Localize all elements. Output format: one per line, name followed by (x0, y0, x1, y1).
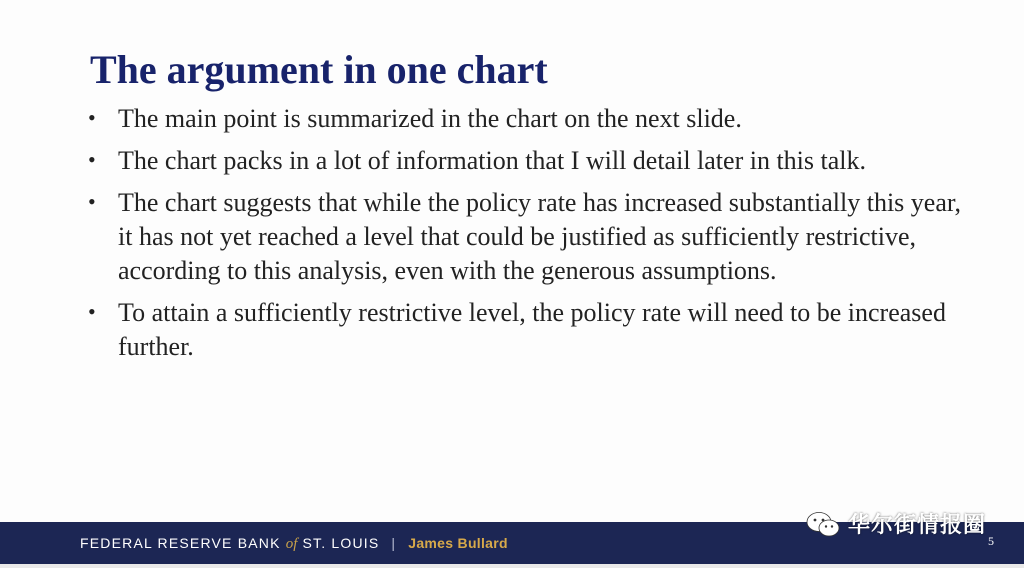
slide-title: The argument in one chart (90, 47, 548, 92)
bullet-item (88, 102, 968, 136)
footer-speaker-name: James Bullard (408, 535, 508, 551)
footer-org-city: ST. LOUIS (297, 535, 380, 551)
bullet-item (88, 144, 968, 178)
footer-separator: | (391, 535, 397, 551)
footer-org (80, 534, 508, 553)
bullet-item (88, 186, 968, 288)
bullet-item (88, 296, 968, 364)
bullet-dot: • (88, 105, 96, 130)
bullet-dot: • (88, 299, 96, 324)
footer-org-of: of (285, 536, 298, 552)
watermark (806, 508, 986, 539)
bullet-dot: • (88, 147, 96, 172)
bullet-text: The chart suggests that while the policy rate has increased substantially this year, it has not yet reached a level that could be justified as sufficiently restrictive, according to this analysis, even with the generous assumptions. (118, 188, 961, 285)
bullet-text: The chart packs in a lot of information that I will detail later in this talk. (118, 146, 867, 175)
page-number: 5 (988, 534, 994, 548)
wechat-icon (806, 511, 840, 537)
bottom-strip (0, 564, 1024, 568)
bullet-list (88, 102, 968, 372)
footer-org-name: FEDERAL RESERVE BANK (80, 535, 286, 551)
bullet-text: The main point is summarized in the chart on the next slide. (118, 104, 742, 133)
bullet-text: To attain a sufficiently restrictive level, the policy rate will need to be increased further. (118, 298, 946, 361)
bullet-dot: • (88, 189, 96, 214)
watermark-text: 华尔街情报圈 (847, 513, 986, 538)
